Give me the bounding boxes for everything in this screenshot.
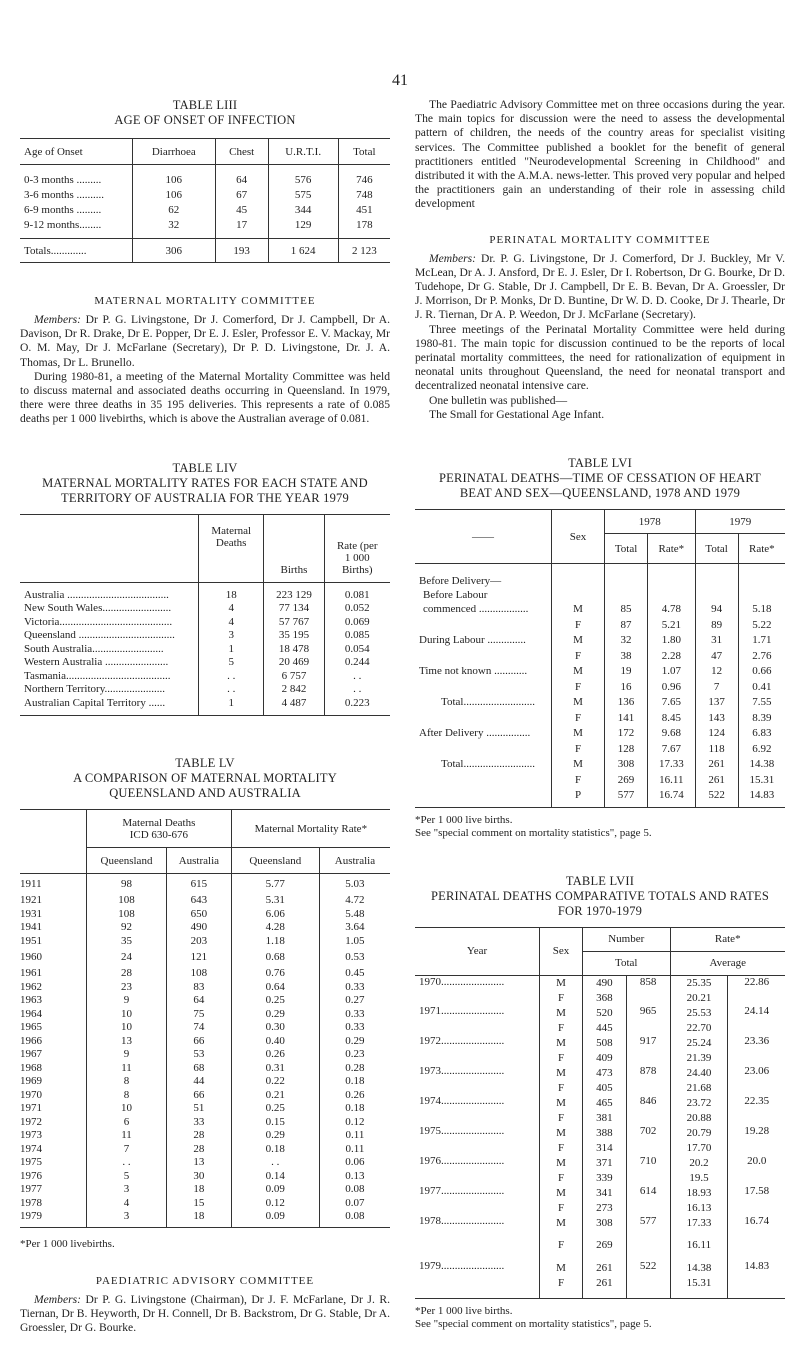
table-row: 1975....................... M 388 702 20.79 19.28 <box>415 1125 785 1140</box>
table-row: Victoria......................................... 4 57 767 0.069 <box>20 615 390 629</box>
table-header: 1978 <box>605 510 696 534</box>
table-row: 1962 23 83 0.64 0.33 <box>20 980 390 994</box>
table-row: 1979 3 18 0.09 0.08 <box>20 1210 390 1224</box>
table-header: Australia <box>166 848 231 874</box>
table-header: Rate* <box>670 927 785 951</box>
table-header: Age of Onset <box>24 145 83 158</box>
table-row: 1968 11 68 0.31 0.28 <box>20 1061 390 1075</box>
paediatric-heading: PAEDIATRIC ADVISORY COMMITTEE <box>95 1274 315 1287</box>
table-row: F 87 5.21 89 5.22 <box>415 617 785 633</box>
table-header: Number <box>583 927 671 951</box>
perinatal-bulletin: One bulletin was published— <box>429 393 568 407</box>
table-row: Total.......................... M 136 7.65 137 7.55 <box>415 695 785 711</box>
perinatal-heading: PERINATAL MORTALITY COMMITTEE <box>489 233 711 246</box>
table-55: Maternal Deaths ICD 630-676 Maternal Mortality Rate* Queensland Australia Queensland Australia 1911 98 615 5.77 5.03 1921 108 643 5.31 4.72 1931 108 650 6.06 5.48 1941 92 490 4.28 3.64 1951 35 203 1.18 1.05 1960 24 121 0.68 0.53 1961 28 108 0.76 0.45 1962 23 83 0.64 0.33 1963 9 64 0.25 0.27 1964 10 75 0.29 0.33 1965 10 74 0.30 0.33 1966 13 66 0.40 0.29 1967 9 53 0.26 0.23 1968 11 68 0.31 0.28 1969 8 44 0.22 0.18 1970 8 66 0.21 0.26 1971 10 51 0.25 0.18 1972 6 33 0.15 0.12 1973 11 28 0.29 0.11 1974 7 28 0.18 0.11 1975 . . 13 . . 0.06 1976 5 30 0.14 0.13 1977 3 18 0.09 0.08 1978 4 15 0.12 0.07 1979 3 18 0.09 0.08 <box>20 809 390 1228</box>
table-row: 1971 10 51 0.25 0.18 <box>20 1102 390 1116</box>
table-row: 1974....................... M 465 846 23.72 22.35 <box>415 1095 785 1110</box>
page-number: 41 <box>392 72 408 89</box>
table-row: Australia ..................................... 18 223 129 0.081 <box>20 588 390 602</box>
table-header: Total <box>695 534 738 564</box>
right-column <box>415 98 785 1331</box>
table-row: 1974 7 28 0.18 0.11 <box>20 1142 390 1156</box>
table-57-footnote-1: *Per 1 000 live births. <box>415 1304 513 1317</box>
table-row: 1973 11 28 0.29 0.11 <box>20 1129 390 1143</box>
table-row: 1977....................... M 341 614 18.93 17.58 <box>415 1185 785 1200</box>
table-row: F 273 16.13 <box>415 1200 785 1215</box>
table-row: 1969 8 44 0.22 0.18 <box>20 1075 390 1089</box>
table-header: Average <box>670 951 785 975</box>
table-row: 1961 28 108 0.76 0.45 <box>20 967 390 981</box>
table-row: 1971....................... M 520 965 25.53 24.14 <box>415 1005 785 1020</box>
table-header: Maternal Mortality Rate* <box>231 810 390 848</box>
table-row: 1963 9 64 0.25 0.27 <box>20 994 390 1008</box>
table-header: U.R.T.I. <box>268 139 338 165</box>
table-55-footnote: *Per 1 000 livebirths. <box>20 1237 115 1250</box>
maternal-paragraph: During 1980-81, a meeting of the Maternal Mortality Committee was held to discuss maternal and associated deaths occurring in Queensland. In 1979, there were three deaths in 35 195 deliveries. This represents a rate of 0.085 deaths per 1 000 livebirths, which is above the Australian average of 0.081. <box>20 369 390 426</box>
table-row: Tasmania...................................... . . 6 757 . . <box>20 669 390 683</box>
table-row: 1911 98 615 5.77 5.03 <box>20 874 390 894</box>
maternal-mortality-heading: MATERNAL MORTALITY COMMITTEE <box>94 295 316 307</box>
table-header: Total <box>338 139 390 165</box>
table-56-footnote-2: See "special comment on mortality statistics", page 5. <box>415 826 652 839</box>
table-row: Australian Capital Territory ...... 1 4 487 0.223 <box>20 696 390 710</box>
table-header: Rate* <box>738 534 785 564</box>
table-row: 1976 5 30 0.14 0.13 <box>20 1169 390 1183</box>
table-header: 1979 <box>695 510 785 534</box>
table-55-title: TABLE LV A COMPARISON OF MATERNAL MORTALITY QUEENSLAND AND AUSTRALIA <box>73 756 337 801</box>
table-row: Northern Territory...................... . . 2 842 . . <box>20 683 390 697</box>
table-row: 1921 108 643 5.31 4.72 <box>20 894 390 908</box>
table-56-title: TABLE LVI PERINATAL DEATHS—TIME OF CESSATION OF HEART BEAT AND SEX—QUEENSLAND, 1978 AND 1979 <box>438 456 762 501</box>
table-header: Rate* <box>648 534 696 564</box>
table-row: F 141 8.45 143 8.39 <box>415 710 785 726</box>
table-row: 0-3 months ......... 106 64 576 746 <box>20 173 390 188</box>
table-row: F 314 17.70 <box>415 1140 785 1155</box>
perinatal-paragraph: Three meetings of the Perinatal Mortality Committee were held during 1980-81. The main topic for discussion continued to be the reports of local perinatal mortality committees, the need for rationalization of equipment in neonatal units throughout Queensland, the need for neonatal transport and decentralized neonatal intensive care. <box>415 322 785 393</box>
table-54: Maternal Deaths Births Rate (per 1 000 Births) Australia ..................................... 18 223 129 0.081 New South Wales......................... 4 77 134 0.052 Victoria......................................... 4 57 767 0.069 Queensland ................................... 3 35 195 0.085 South Australia.......................... 1 18 478 0.054 Western Australia ....................... 5 20 469 0.244 Tasmania...................................... . . 6 757 . . Northern Territory...................... . . 2 842 . . Australian Capital Territory ...... 1 4 487 0.223 <box>20 514 390 717</box>
table-row: 1975 . . 13 . . 0.06 <box>20 1156 390 1170</box>
table-header: Australia <box>319 848 390 874</box>
table-row: F 269 16.11 261 15.31 <box>415 772 785 788</box>
table-header: Queensland <box>87 848 167 874</box>
table-row: F 269 16.11 <box>415 1230 785 1260</box>
table-row: 1960 24 121 0.68 0.53 <box>20 948 390 967</box>
table-57-footnote-2: See "special comment on mortality statistics", page 5. <box>415 1317 652 1330</box>
table-row: 3-6 months .......... 106 67 575 748 <box>20 188 390 203</box>
table-row: 1965 10 74 0.30 0.33 <box>20 1021 390 1035</box>
table-header: Total <box>605 534 648 564</box>
table-row: Total.......................... M 308 17.33 261 14.38 <box>415 757 785 773</box>
table-row: 1941 92 490 4.28 3.64 <box>20 921 390 935</box>
table-row: 1966 13 66 0.40 0.29 <box>20 1034 390 1048</box>
table-row: F 381 20.88 <box>415 1110 785 1125</box>
table-row: commenced .................. M 85 4.78 94 5.18 <box>415 602 785 618</box>
table-56: —— Sex 1978 1979 Total Rate* Total Rate* Before Delivery— Before Labour commenced .................. M 85 4.78 94 5.18 F 87 5.21 89 5.22 During Labour .............. M 32 1.80 31 1.71 F 38 2.28 47 2.76 Time not known ............ M 19 1.07 12 0.66 F 16 0.96 7 0.41 Total.......................... M 136 7.65 137 7.55 F 141 8.45 143 8.39 After Delivery ................ M 172 9.68 124 6.83 F 128 7.67 118 6.92 Total.......................... M 308 17.33 261 14.38 F 269 16.11 261 15.31 P 577 16.74 522 14.83 <box>415 509 785 808</box>
table-row: 1978....................... M 308 577 17.33 16.74 <box>415 1215 785 1230</box>
table-row: 1978 4 15 0.12 0.07 <box>20 1196 390 1210</box>
table-row: F 38 2.28 47 2.76 <box>415 648 785 664</box>
table-row: 1973....................... M 473 878 24.40 23.06 <box>415 1065 785 1080</box>
table-row: 1951 35 203 1.18 1.05 <box>20 934 390 948</box>
table-row: 1967 9 53 0.26 0.23 <box>20 1048 390 1062</box>
table-53-title: TABLE LIII AGE OF ONSET OF INFECTION <box>114 98 296 127</box>
table-row: F 16 0.96 7 0.41 <box>415 679 785 695</box>
left-column <box>20 98 390 1335</box>
table-header: Total <box>583 951 671 975</box>
table-header: Sex <box>552 510 605 564</box>
table-54-title: TABLE LIV MATERNAL MORTALITY RATES FOR EACH STATE AND TERRITORY OF AUSTRALIA FOR THE YEAR 1979 <box>42 460 368 505</box>
perinatal-bulletin-title: The Small for Gestational Age Infant. <box>429 407 605 421</box>
table-row: After Delivery ................ M 172 9.68 124 6.83 <box>415 726 785 742</box>
table-row: 9-12 months........ 32 17 129 178 <box>20 218 390 233</box>
table-row: Time not known ............ M 19 1.07 12 0.66 <box>415 664 785 680</box>
table-row: 1970....................... M 490 858 25.35 22.86 <box>415 975 785 990</box>
table-row: 1964 10 75 0.29 0.33 <box>20 1007 390 1021</box>
table-row: South Australia.......................... 1 18 478 0.054 <box>20 642 390 656</box>
table-row: 1970 8 66 0.21 0.26 <box>20 1088 390 1102</box>
table-header: Queensland <box>231 848 319 874</box>
table-row: 6-9 months ......... 62 45 344 451 <box>20 203 390 218</box>
table-row: F 445 22.70 <box>415 1020 785 1035</box>
table-row: F 339 19.5 <box>415 1170 785 1185</box>
table-header: Births <box>264 514 324 582</box>
table-row: During Labour .............. M 32 1.80 31 1.71 <box>415 633 785 649</box>
table-header: Sex <box>540 927 583 975</box>
table-header: Year <box>466 945 488 958</box>
table-row: F 128 7.67 118 6.92 <box>415 741 785 757</box>
table-row: 1972....................... M 508 917 25.24 23.36 <box>415 1035 785 1050</box>
perinatal-members: Members: Dr. P. G. Livingstone, Dr J. Comerford, Dr J. Buckley, Mr V. McLean, Dr A. J. Ansford, Dr E. J. Esler, Dr I. Robertson, Dr G. Bourke, Dr D. Tudehope, Dr G. Stable, Dr J. Campbell, Dr E. B. Bevan, Dr A. Groessler, Dr J. Morrison, Dr P. Monks, Dr D. Buntine, Dr W. D. D. Cooke, Dr J. Thearle, Dr J. R. Tiernan, Dr A. P. Weedon, Dr J. McFarlane (Secretary). <box>415 251 785 322</box>
table-row: Western Australia ....................... 5 20 469 0.244 <box>20 656 390 670</box>
table-57 <box>415 927 785 1299</box>
table-row: F 261 15.31 <box>415 1275 785 1290</box>
table-row: Queensland ................................... 3 35 195 0.085 <box>20 629 390 643</box>
table-row: 1976....................... M 371 710 20.2 20.0 <box>415 1155 785 1170</box>
table-header: Diarrhoea <box>133 139 216 165</box>
table-row: New South Wales......................... 4 77 134 0.052 <box>20 602 390 616</box>
table-row: 1931 108 650 6.06 5.48 <box>20 907 390 921</box>
paediatric-members: Members: Dr P. G. Livingstone (Chairman), Dr J. F. McFarlane, Dr J. R. Tiernan, Dr B. Heyworth, Dr H. Connell, Dr B. Backstrom, Dr G. Stable, Dr A. Groessler, Dr G. Bourke. <box>20 1292 390 1335</box>
table-57-title: TABLE LVII PERINATAL DEATHS COMPARATIVE TOTALS AND RATES FOR 1970-1979 <box>431 873 769 918</box>
paediatric-paragraph: The Paediatric Advisory Committee met on three occasions during the year. The main topics for discussion were the need to assess the developmental pattern of children, the needs of the country areas for specialist visiting services. The Committee published a booklet for the benefit of general practitioners entitled "Neurodevelopmental Screening in Childhood" and distributed it with the A.M.A. news-letter. This proved very popular and helped the practitioners gain an understanding of their role in assessing child development <box>415 98 785 211</box>
table-row: 1972 6 33 0.15 0.12 <box>20 1115 390 1129</box>
table-row: P 577 16.74 522 14.83 <box>415 788 785 804</box>
maternal-members: Members: Dr P. G. Livingstone, Dr J. Comerford, Dr J. Campbell, Dr A. Davison, Dr R. Drake, Dr E. Popper, Dr E. J. Esler, Professor E. V. Mackay, Mr O. M. May, Dr J. McFarlane (Secretary), Dr P. D. Livingstone, Dr. J. A. Thomas, Dr L. Brunello. <box>20 313 390 369</box>
table-header: Chest <box>215 139 268 165</box>
table-row: 1977 3 18 0.09 0.08 <box>20 1183 390 1197</box>
table-56-footnote-1: *Per 1 000 live births. <box>415 813 513 826</box>
table-total-row: Totals............. 306 193 1 624 2 123 <box>20 239 390 263</box>
table-row: F 405 21.68 <box>415 1080 785 1095</box>
table-row: 1979....................... M 261 522 14.38 14.83 <box>415 1260 785 1275</box>
table-53 <box>20 138 390 263</box>
table-row: F 409 21.39 <box>415 1050 785 1065</box>
table-row: F 368 20.21 <box>415 990 785 1005</box>
